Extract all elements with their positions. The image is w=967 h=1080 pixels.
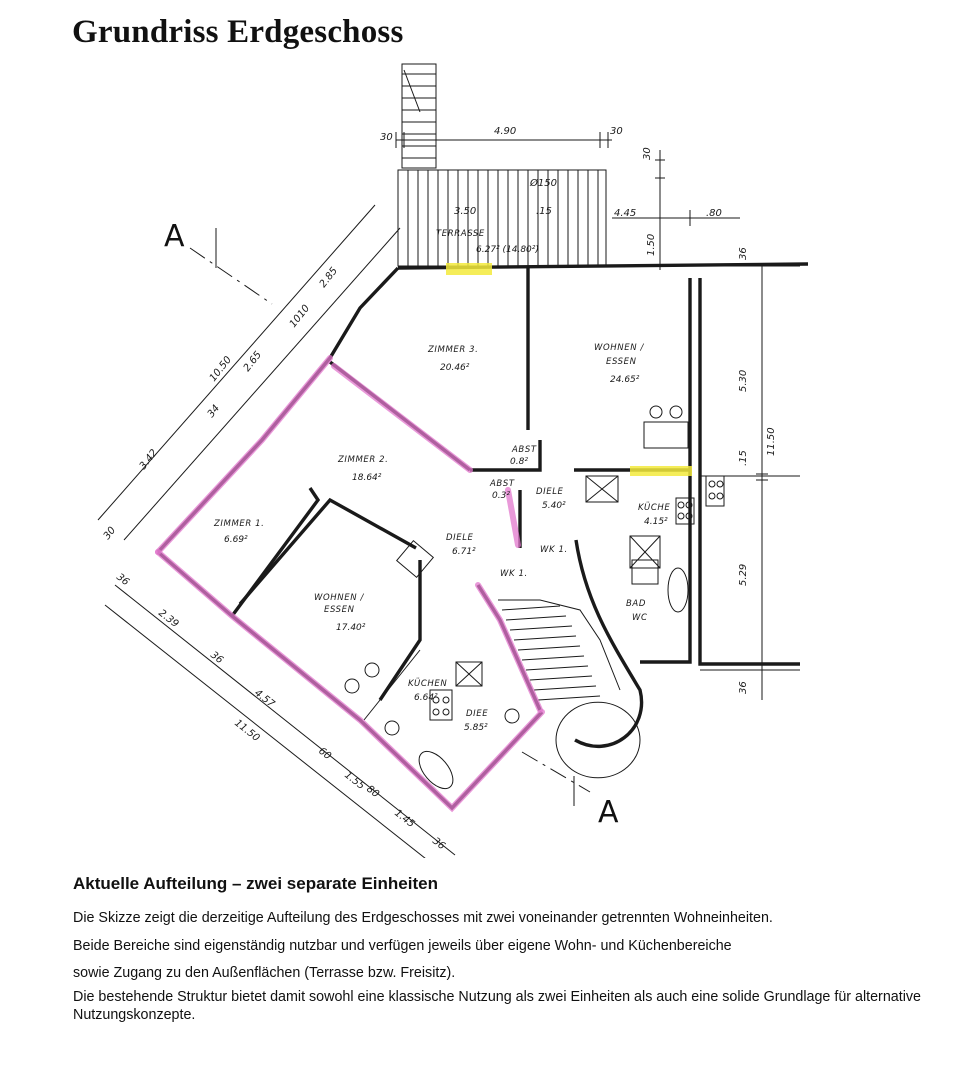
dim-right-0: 36 bbox=[738, 247, 749, 260]
room-zimmer-2-label: ZIMMER 2. bbox=[338, 455, 389, 465]
dim-top-2: 30 bbox=[610, 126, 623, 137]
dim-left-lower-3: 4.57 bbox=[252, 687, 277, 711]
dim-left-lower-2: 36 bbox=[208, 649, 225, 667]
room-zimmer-3-label: ZIMMER 3. bbox=[428, 345, 479, 355]
room-zimmer-2-area: 18.64² bbox=[352, 473, 382, 483]
dim-left-upper-6: 3.42 bbox=[137, 447, 161, 472]
dim-left-upper-5: 34 bbox=[205, 403, 223, 420]
room-diele-1-area: 6.71² bbox=[452, 547, 476, 557]
room-zimmer-1-label: ZIMMER 1. bbox=[214, 519, 265, 529]
dim-right-4: 5.29 bbox=[738, 563, 749, 586]
room-terrasse-label: TERRASSE bbox=[436, 229, 485, 239]
room-wk-1-a-label: WK 1. bbox=[540, 545, 568, 555]
dim-left-upper-0: 10.50 bbox=[207, 354, 234, 384]
dim-left-lower-1: 2.39 bbox=[156, 607, 181, 631]
room-diee-label: DIEE bbox=[466, 709, 489, 719]
description-paragraph-4: Die bestehende Struktur bietet damit sowohl eine klassische Nutzung als zwei Einheiten als auch eine solide Grundlage für alternative Nutzungskonzepte. bbox=[73, 988, 921, 1024]
room-wohnen-essen-2-label: WOHNEN / bbox=[314, 593, 364, 603]
outdoor-stair bbox=[402, 64, 436, 168]
dim-left-upper-3: 10 bbox=[295, 303, 313, 320]
room-wohnen-essen-1-area: 24.65² bbox=[610, 375, 640, 385]
description-paragraph-2: Beide Bereiche sind eigenständig nutzbar und verfügen jeweils über eigene Wohn- und Küchenbereiche bbox=[73, 937, 732, 954]
room-kuechen-area: 6.64² bbox=[414, 693, 438, 703]
room-diee-area: 5.85² bbox=[464, 723, 488, 733]
dim-left-lower-9: 36 bbox=[430, 835, 447, 853]
dimension-lines bbox=[98, 132, 800, 858]
room-abst-1-area: 0.8² bbox=[510, 457, 528, 467]
dim-top-5: 4.45 bbox=[614, 208, 637, 219]
dim-left-upper-1: 2.65 bbox=[241, 349, 265, 374]
room-kueche-area: 4.15² bbox=[644, 517, 668, 527]
room-terrasse-area: 6.27² (14.80²) bbox=[476, 245, 539, 255]
room-wohnen-essen-1-label: WOHNEN / bbox=[594, 343, 644, 353]
room-diele-1-label: DIELE bbox=[446, 533, 474, 543]
dim-left-lower-8: 1.45 bbox=[392, 807, 417, 831]
description-paragraph-1: Die Skizze zeigt die derzeitige Aufteilung des Erdgeschosses mit zwei voneinander getrennten Wohneinheiten. bbox=[73, 910, 773, 926]
section-mark-a-bottom: A bbox=[598, 795, 619, 830]
room-wohnen-essen-1-label-2: ESSEN bbox=[606, 357, 637, 367]
dim-top-3: 30 bbox=[642, 147, 653, 160]
room-abst-2-label: ABST bbox=[490, 479, 515, 489]
room-wohnen-essen-2-label-2: ESSEN bbox=[324, 605, 355, 615]
dim-left-lower-5: 60 bbox=[316, 745, 333, 763]
room-bad-label: BAD bbox=[626, 599, 646, 609]
dim-top-9: 1.50 bbox=[646, 233, 657, 256]
room-wk-1-b-label: WK 1. bbox=[500, 569, 528, 579]
room-kueche-label: KÜCHE bbox=[638, 503, 671, 513]
dim-top-8: .15 bbox=[536, 206, 552, 217]
dim-top-6: .80 bbox=[706, 208, 722, 219]
dim-right-5: 36 bbox=[738, 681, 749, 694]
dim-right-2: .15 bbox=[738, 450, 749, 466]
dim-left-upper-2: 10 bbox=[287, 313, 305, 330]
section-mark-a-top: A bbox=[164, 219, 185, 254]
dim-right-1: 5.30 bbox=[738, 369, 749, 392]
dim-top-4: 3.50 bbox=[454, 206, 477, 217]
room-abst-2-area: 0.3² bbox=[492, 491, 510, 501]
dim-left-upper-7: 30 bbox=[101, 525, 119, 542]
dim-top-0: 30 bbox=[380, 132, 393, 143]
room-wohnen-essen-2-area: 17.40² bbox=[336, 623, 366, 633]
dim-right-3: 11.50 bbox=[766, 427, 777, 456]
dim-top-7: Ø150 bbox=[530, 178, 557, 189]
dim-left-lower-7: 80 bbox=[364, 783, 381, 801]
room-diele-2-label: DIELE bbox=[536, 487, 564, 497]
dim-left-lower-6: 1.55 bbox=[342, 769, 367, 793]
floor-plan-drawing bbox=[0, 58, 967, 858]
section-heading: Aktuelle Aufteilung – zwei separate Einheiten bbox=[73, 874, 438, 893]
room-wc-label: WC bbox=[632, 613, 648, 623]
dim-left-lower-4: 11.50 bbox=[232, 717, 262, 744]
description-paragraph-3: sowie Zugang zu den Außenflächen (Terrasse bzw. Freisitz). bbox=[73, 965, 456, 982]
room-abst-1-label: ABST bbox=[512, 445, 537, 455]
description-block bbox=[73, 874, 933, 1025]
page-title: Grundriss Erdgeschoss bbox=[72, 14, 404, 50]
room-zimmer-3-area: 20.46² bbox=[440, 363, 470, 373]
room-kuechen-label: KÜCHEN bbox=[408, 679, 448, 689]
room-diele-2-area: 5.40² bbox=[542, 501, 566, 511]
dim-top-1: 4.90 bbox=[494, 126, 517, 137]
dim-left-upper-4: 2.85 bbox=[317, 265, 341, 290]
room-zimmer-1-area: 6.69² bbox=[224, 535, 248, 545]
dim-left-lower-0: 36 bbox=[114, 571, 131, 589]
